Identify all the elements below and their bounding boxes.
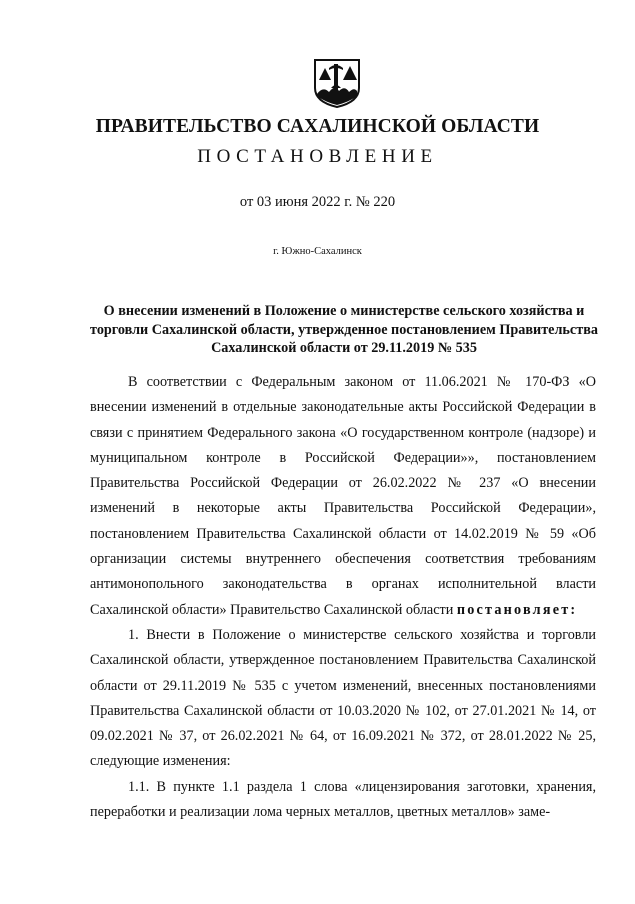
item-1-1-paragraph: 1.1. В пункте 1.1 раздела 1 слова «лицензирования заготовки, хранения, переработки и реализации лома черных металлов, цветных металлов» заме- [90, 778, 596, 821]
document-date-number: от 03 июня 2022 г. № 220 [239, 194, 396, 210]
government-title: ПРАВИТЕЛЬСТВО САХАЛИНСКОЙ ОБЛАСТИ [95, 116, 540, 137]
document-subject: О внесении изменений в Положение о министерстве сельского хозяйства и торговли Сахалинской области, утвержденное постановлением Правительства Сахалинской области от 29.11.2019 № 535 [90, 303, 598, 356]
item-1-paragraph: 1. Внести в Положение о министерстве сельского хозяйства и торговли Сахалинской области, утвержденное постановлением Правительства Сахалинской области от 29.11.2019 № 535 с учетом изменений, внесенных постановлениями Правительства Сахалинской области от 10.03.2020 № 102, от 27.01.2021 № 14, от 09.02.2021 № 37, от 26.02.2021 № 64, от 16.09.2021 № 372, от 28.01.2022 № 25, следующие изменения: [90, 626, 596, 770]
document-type: ПОСТАНОВЛЕНИЕ [197, 146, 438, 167]
preamble-paragraph [90, 370, 596, 623]
preamble-text: В соответствии с Федеральным законом от 11.06.2021 № 170-ФЗ «О внесении изменений в отдельные законодательные акты Российской Федерации в связи с принятием Федерального закона «О государственном контроле (надзоре) и муниципальном контроле в Российской Федерации»», постановлением Правительства Российской Федерации от 26.02.2022 № 237 «О внесении изменений в некоторые акты Правительства Российской Федерации», постановлением Правительства Сахалинской области от 14.02.2019 № 59 «Об организации системы внутреннего обеспечения соответствия требованиям антимонопольного законодательства в органах исполнительной власти Сахалинской области» Правительство Сахалинской области [90, 374, 596, 618]
document-body [90, 370, 596, 825]
coat-of-arms-icon [313, 58, 361, 108]
resolves-word: постановляет: [456, 601, 578, 618]
issue-city: г. Южно-Сахалинск [273, 246, 362, 257]
